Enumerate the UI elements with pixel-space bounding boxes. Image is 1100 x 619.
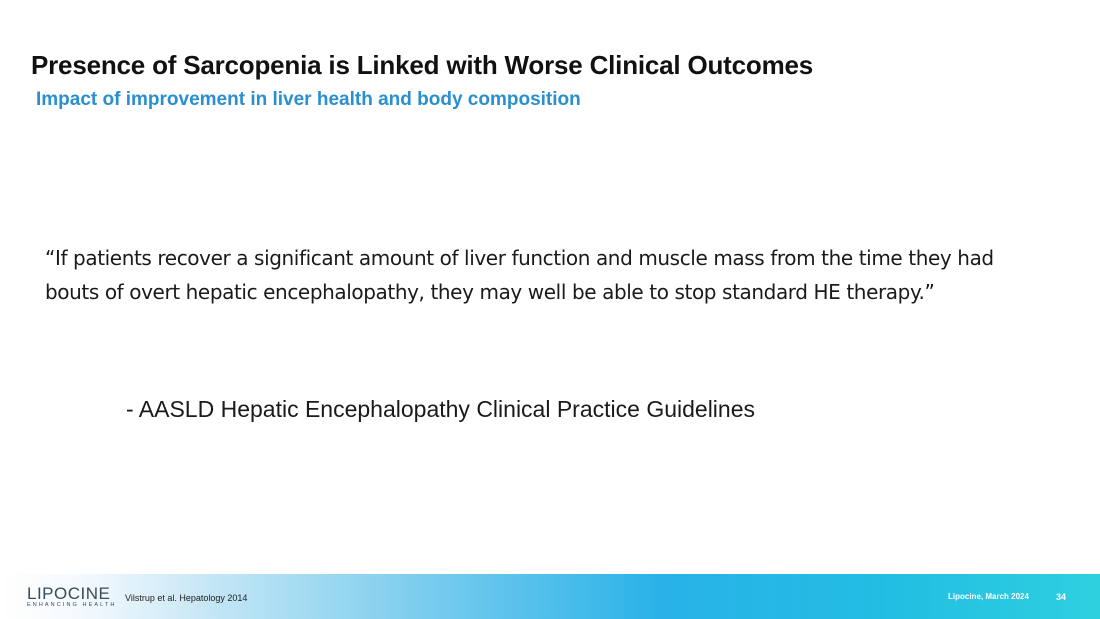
quote-attribution: - AASLD Hepatic Encephalopathy Clinical Practice Guidelines — [126, 396, 755, 422]
reference-citation: Vilstrup et al. Hepatology 2014 — [125, 593, 248, 603]
footer-credit: Lipocine, March 2024 — [948, 592, 1029, 601]
quote-text: “If patients recover a significant amount of liver function and muscle mass from the time they had bouts of overt hepatic encephalopathy, they may well be able to stop standard HE therapy.” — [45, 246, 994, 304]
company-logo — [27, 584, 117, 612]
slide-subtitle: Impact of improvement in liver health and body composition — [36, 89, 581, 110]
page-number: 34 — [1056, 592, 1067, 602]
logo-wordmark: LIPOCINE — [27, 584, 111, 603]
slide-title: Presence of Sarcopenia is Linked with Worse Clinical Outcomes — [31, 50, 814, 80]
footer-bar — [0, 574, 1100, 619]
logo-tagline: ENHANCING HEALTH — [27, 602, 117, 608]
